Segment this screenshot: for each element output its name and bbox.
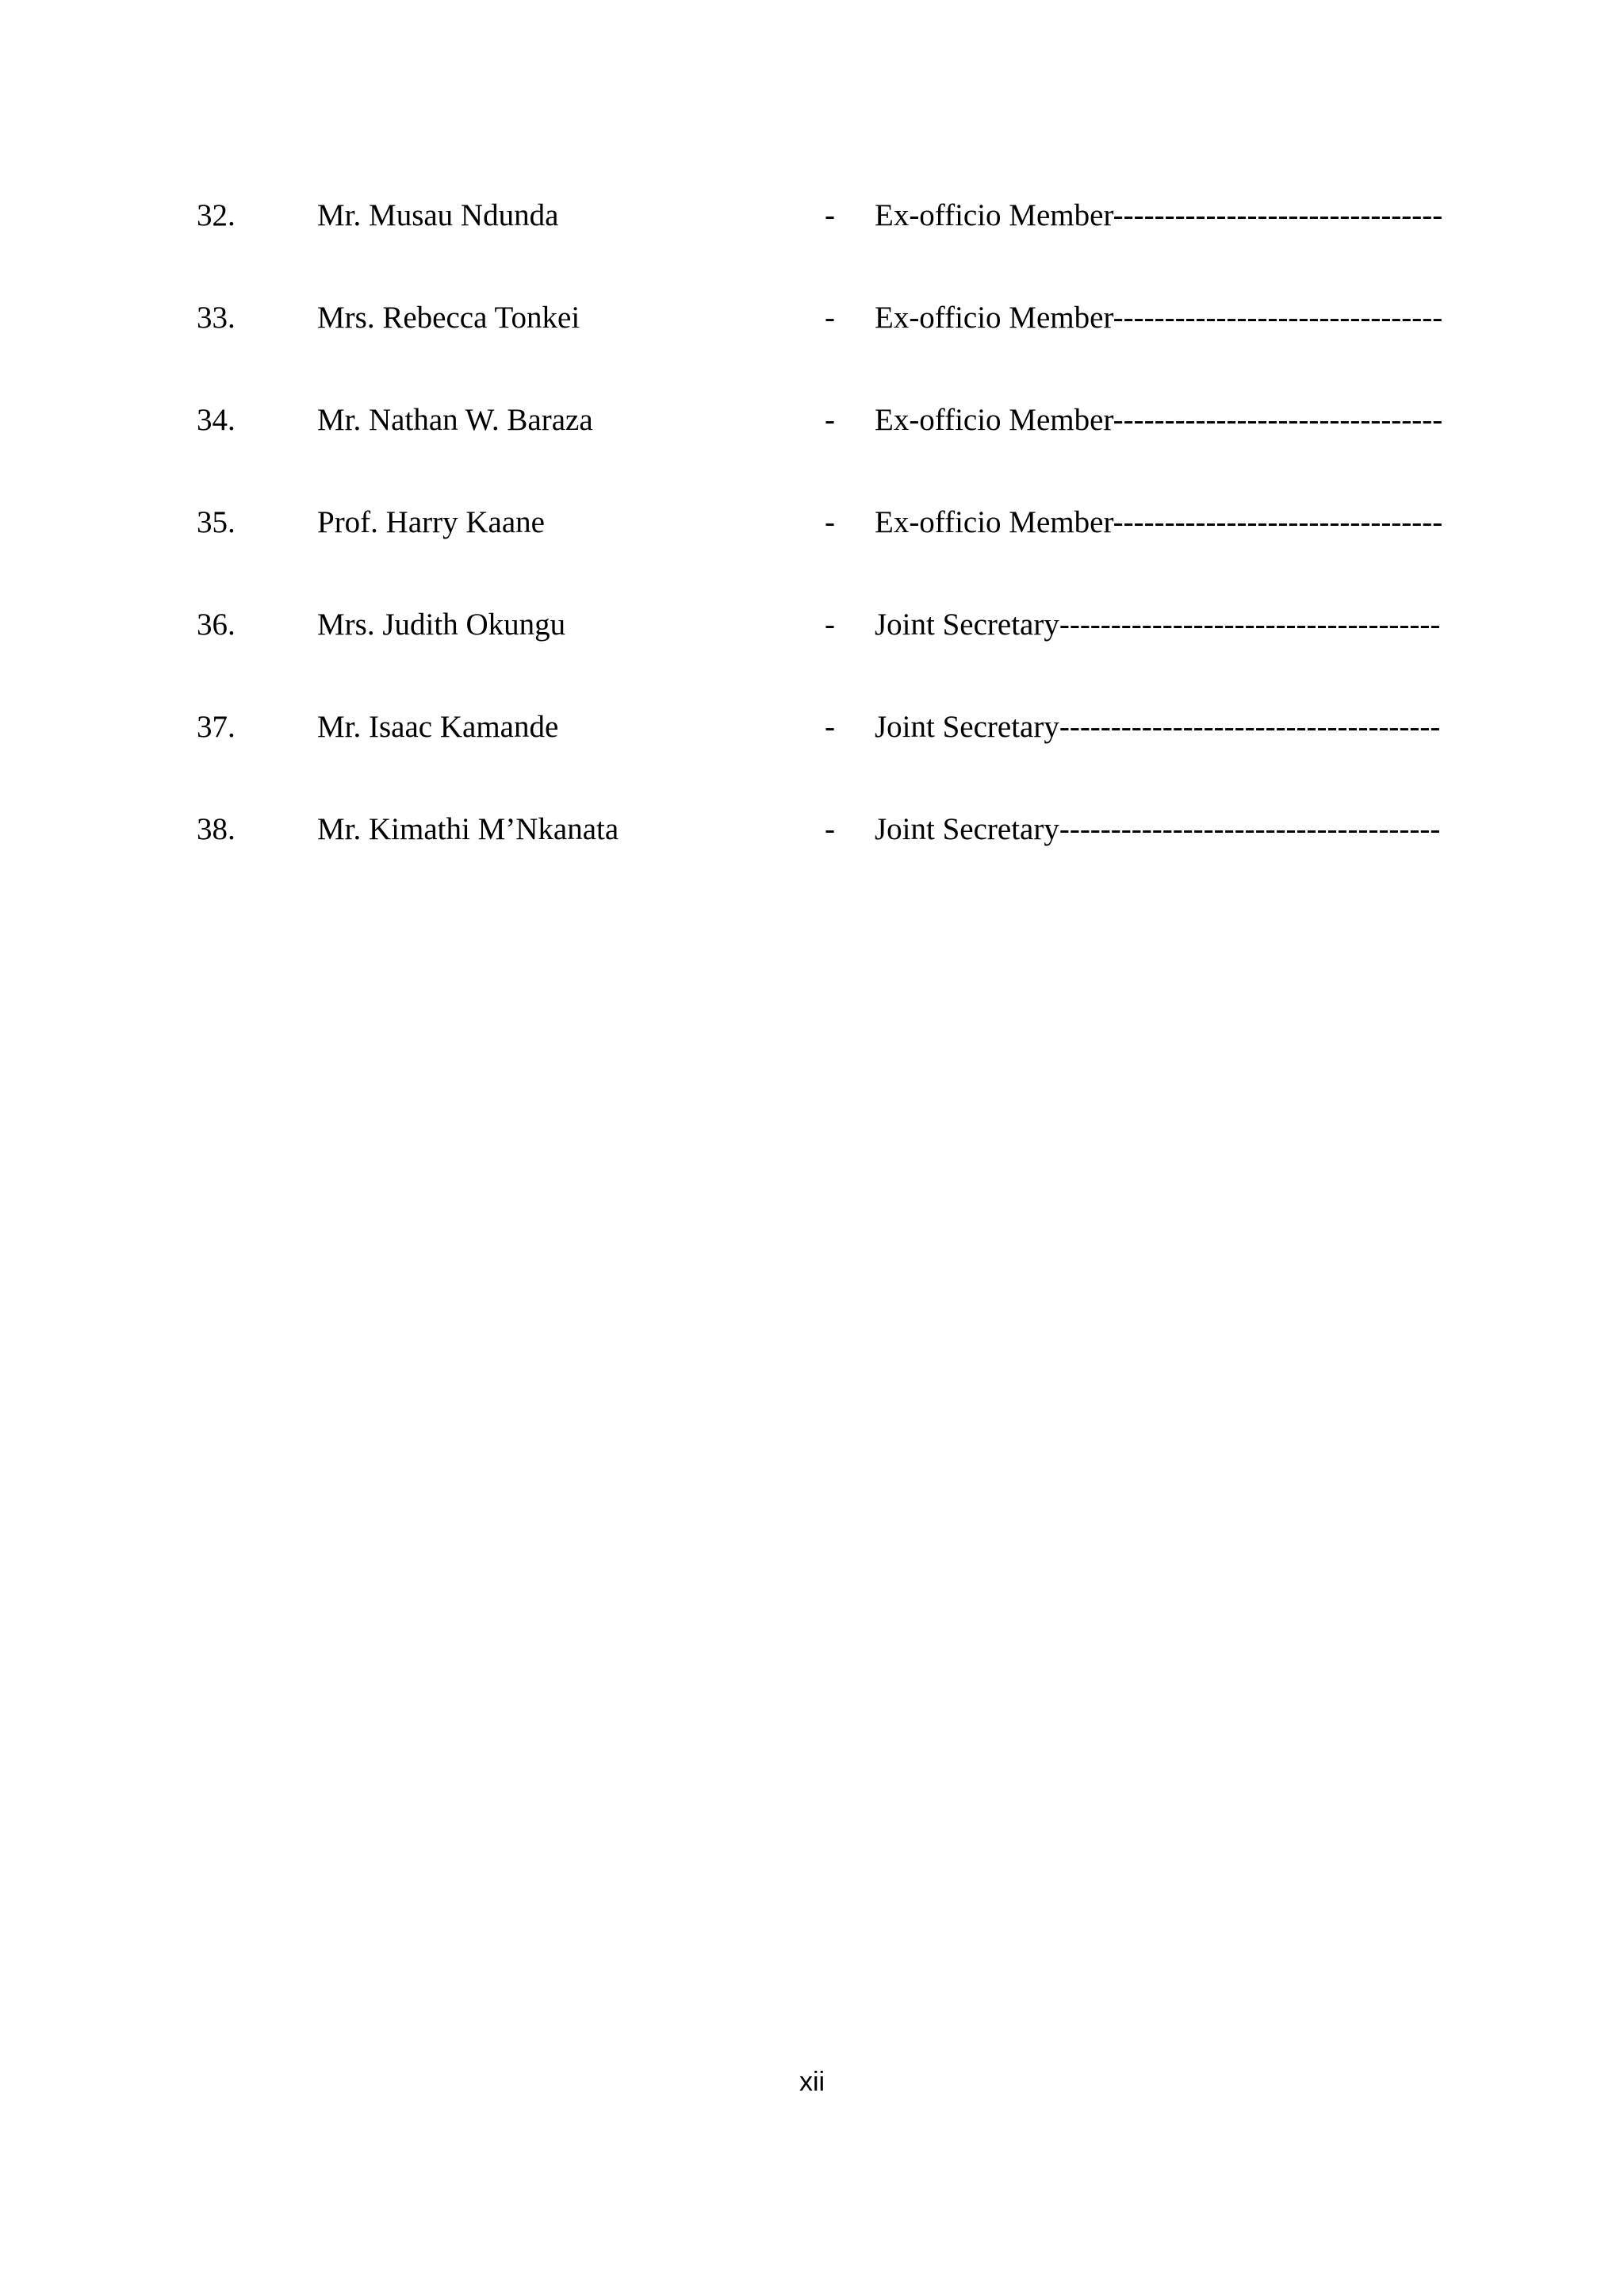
member-name: Mr. Kimathi M’Nkanata: [317, 812, 619, 846]
item-number: 34.: [197, 403, 236, 437]
separator-dash: -: [825, 301, 835, 335]
list-item: [0, 703, 1624, 751]
member-name: Mr. Musau Ndunda: [317, 198, 559, 232]
member-role: Ex-officio Member--------------------------------: [875, 505, 1443, 539]
list-item: [0, 499, 1624, 546]
item-number: 37.: [197, 710, 236, 744]
separator-dash: -: [825, 198, 835, 232]
separator-dash: -: [825, 403, 835, 437]
member-name: Prof. Harry Kaane: [317, 505, 545, 539]
item-number: 38.: [197, 812, 236, 846]
item-number: 32.: [197, 198, 236, 232]
separator-dash: -: [825, 608, 835, 642]
list-item: [0, 294, 1624, 342]
member-name: Mrs. Rebecca Tonkei: [317, 301, 580, 335]
separator-dash: -: [825, 812, 835, 846]
member-name: Mr. Isaac Kamande: [317, 710, 559, 744]
member-name: Mrs. Judith Okungu: [317, 608, 566, 642]
list-item: [0, 397, 1624, 444]
member-name: Mr. Nathan W. Baraza: [317, 403, 593, 437]
member-role: Joint Secretary-------------------------------------: [875, 608, 1441, 642]
item-number: 35.: [197, 505, 236, 539]
member-role: Joint Secretary-------------------------------------: [875, 710, 1441, 744]
separator-dash: -: [825, 505, 835, 539]
page-number: xii: [799, 2067, 825, 2097]
list-item: [0, 806, 1624, 853]
member-role: Ex-officio Member--------------------------------: [875, 198, 1443, 232]
item-number: 36.: [197, 608, 236, 642]
list-item: [0, 192, 1624, 240]
member-role: Ex-officio Member--------------------------------: [875, 301, 1443, 335]
member-role: Ex-officio Member--------------------------------: [875, 403, 1443, 437]
separator-dash: -: [825, 710, 835, 744]
list-item: [0, 601, 1624, 649]
item-number: 33.: [197, 301, 236, 335]
member-role: Joint Secretary-------------------------------------: [875, 812, 1441, 846]
